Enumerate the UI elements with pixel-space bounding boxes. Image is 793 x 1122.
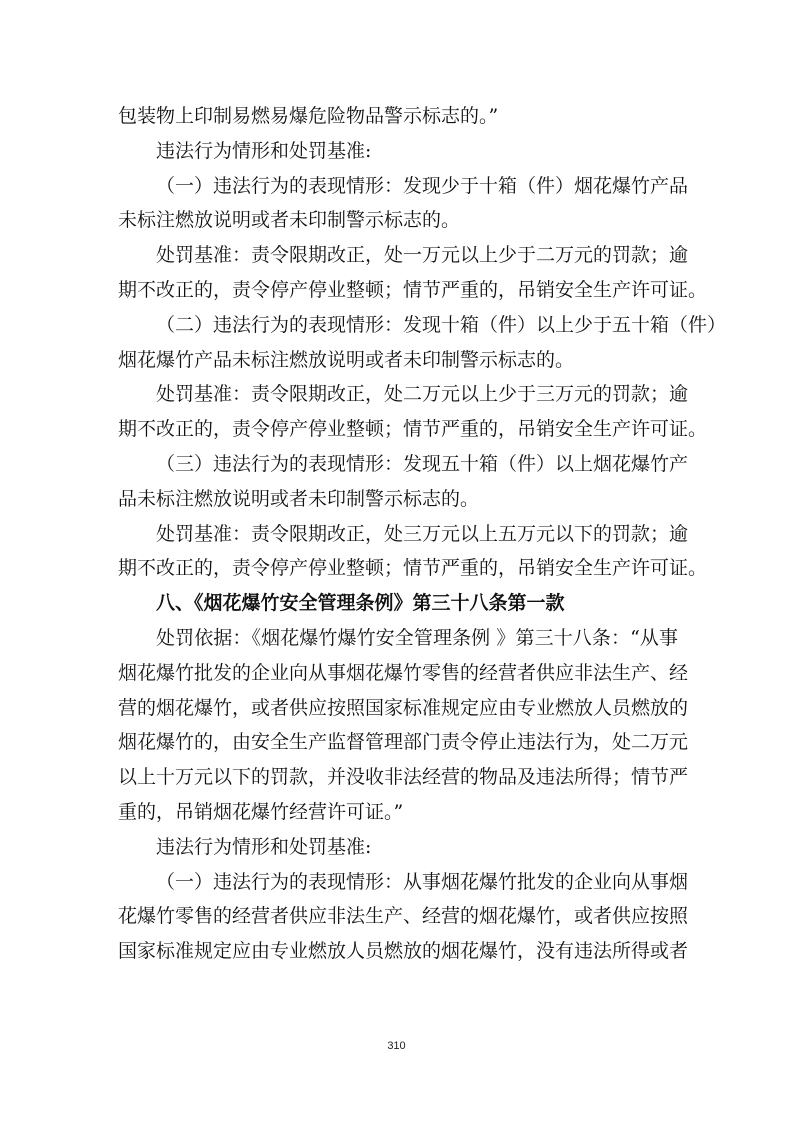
text-line: （三）违法行为的表现情形：发现五十箱（件）以上烟花爆竹产 [156, 452, 689, 475]
page-number: 310 [387, 1040, 406, 1052]
text-line: 国家标准规定应由专业燃放人员燃放的烟花爆竹，没有违法所得或者 [118, 940, 689, 963]
text-line: 烟花爆竹的，由安全生产监督管理部门责令停止违法行为，处二万元 [118, 731, 689, 754]
text-line: 烟花爆竹批发的企业向从事烟花爆竹零售的经营者供应非法生产、经 [118, 661, 689, 684]
text-line: 花爆竹零售的经营者供应非法生产、经营的烟花爆竹，或者供应按照 [118, 905, 689, 928]
text-line: 未标注燃放说明或者未印制警示标志的。 [118, 209, 461, 232]
section-heading: 违法行为情形和处罚基准: [156, 139, 372, 162]
text-line: 处罚依据：《烟花爆竹爆竹安全管理条例 》第三十八条：“从事 [156, 626, 678, 649]
text-line: 品未标注燃放说明或者未印制警示标志的。 [118, 487, 480, 510]
text-line: 处罚基准：责令限期改正，处一万元以上少于二万元的罚款；逾 [156, 244, 689, 267]
text-line: 处罚基准：责令限期改正，处三万元以上五万元以下的罚款；逾 [156, 522, 689, 545]
text-line: 期不改正的，责令停产停业整顿；情节严重的，吊销安全生产许可证。 [118, 557, 708, 580]
text-line: 处罚基准：责令限期改正，处二万元以上少于三万元的罚款；逾 [156, 383, 689, 406]
text-line: 期不改正的，责令停产停业整顿；情节严重的，吊销安全生产许可证。 [118, 418, 708, 441]
text-line: （二）违法行为的表现情形：发现十箱（件）以上少于五十箱（件） [156, 313, 727, 336]
text-line: 营的烟花爆竹，或者供应按照国家标准规定应由专业燃放人员燃放的 [118, 696, 689, 719]
text-line: 重的，吊销烟花爆竹经营许可证。” [118, 800, 404, 823]
text-line: （一）违法行为的表现情形：从事烟花爆竹批发的企业向从事烟 [156, 870, 689, 893]
text-line: （一）违法行为的表现情形：发现少于十箱（件）烟花爆竹产品 [156, 174, 689, 197]
text-line: 期不改正的，责令停产停业整顿；情节严重的，吊销安全生产许可证。 [118, 278, 708, 301]
section-heading: 违法行为情形和处罚基准: [156, 835, 372, 858]
text-line: 烟花爆竹产品未标注燃放说明或者未印制警示标志的。 [118, 348, 575, 371]
text-line: 以上十万元以下的罚款，并没收非法经营的物品及违法所得；情节严 [118, 766, 689, 789]
text-line: 包装物上印制易燃易爆危险物品警示标志的。” [118, 105, 499, 127]
body-text [118, 99, 727, 969]
article-heading: 八、《烟花爆竹安全管理条例》第三十八条第一款 [156, 592, 565, 615]
